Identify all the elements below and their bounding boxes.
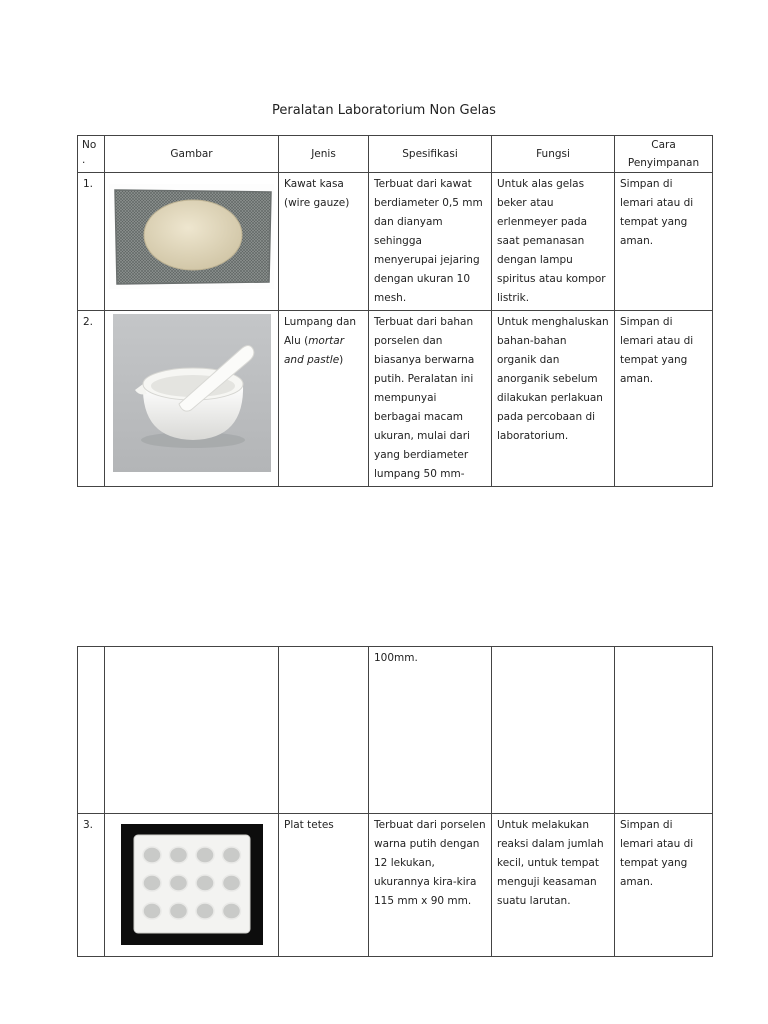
header-fungsi: Fungsi (492, 136, 615, 173)
spot-plate-well (170, 903, 188, 919)
fungsi-cell: Untuk alas gelas beker atau erlenmeyer pada saat pemanasan dengan lampu spiritus atau kompor listrik. (492, 173, 615, 311)
row-number: 3. (78, 814, 105, 957)
spesifikasi-cell: Terbuat dari porselen warna putih dengan 12 lekukan, ukurannya kira-kira 115 mm x 90 mm. (369, 814, 492, 957)
spot-plate-well (170, 847, 188, 863)
lab-equipment-table-continued (77, 646, 713, 957)
table-row (78, 647, 713, 814)
image-cell (105, 814, 279, 957)
table-row (78, 311, 713, 487)
row-number: 1. (78, 173, 105, 311)
mortar-pestle-photo (113, 314, 271, 472)
spot-plate-well (223, 847, 241, 863)
jenis-text-end: ) (339, 354, 344, 366)
jenis-text: Lumpang dan Alu ( (284, 316, 357, 347)
header-cara-penyimpanan (615, 136, 713, 173)
spot-plate-well (223, 875, 241, 891)
spesifikasi-cell: 100mm. (369, 647, 492, 814)
lab-equipment-table (77, 135, 713, 487)
spesifikasi-cell: Terbuat dari bahan porselen dan biasanya berwarna putih. Peralatan ini mempunyai berbagai macam ukuran, mulai dari yang berdiameter lumpang 50 mm- (369, 311, 492, 487)
spot-plate-well (196, 847, 214, 863)
spot-plate-well (143, 847, 161, 863)
header-jenis: Jenis (279, 136, 369, 173)
penyimpanan-cell (615, 647, 713, 814)
image-cell (105, 647, 279, 814)
penyimpanan-cell: Simpan di lemari atau di tempat yang aman. (615, 814, 713, 957)
spot-plate-well (223, 903, 241, 919)
jenis-italic-text: mortar and pastle (284, 335, 345, 366)
page-title: Peralatan Laboratorium Non Gelas (272, 103, 496, 118)
table-header-row (78, 136, 713, 173)
jenis-cell: Kawat kasa (wire gauze) (279, 173, 369, 311)
table-row (78, 814, 713, 957)
spesifikasi-cell: Terbuat dari kawat berdiameter 0,5 mm dan dianyam sehingga menyerupai jejaring dengan ukuran 10 mesh. (369, 173, 492, 311)
spot-plate-well (143, 875, 161, 891)
spot-plate-well (196, 875, 214, 891)
header-no-dot: . (82, 154, 86, 166)
jenis-cell: Plat tetes (279, 814, 369, 957)
fungsi-cell: Untuk melakukan reaksi dalam jumlah kecil, untuk tempat menguji keasaman suatu larutan. (492, 814, 615, 957)
spot-plate-photo (121, 824, 263, 945)
jenis-cell (279, 647, 369, 814)
spot-plate-well (196, 903, 214, 919)
header-gambar: Gambar (105, 136, 279, 173)
fungsi-cell (492, 647, 615, 814)
header-cara-label: Cara (651, 139, 676, 151)
penyimpanan-cell: Simpan di lemari atau di tempat yang aman. (615, 311, 713, 487)
table-row (78, 173, 713, 311)
header-penyimpanan-label: Penyimpanan (627, 157, 700, 169)
image-cell (105, 173, 279, 311)
wire-gauze-photo (109, 184, 274, 289)
header-no (78, 136, 105, 173)
fungsi-cell: Untuk menghaluskan bahan-bahan organik dan anorganik sebelum dilakukan perlakuan pada percobaan di laboratorium. (492, 311, 615, 487)
header-no-label: No (82, 139, 97, 151)
spot-plate-well (170, 875, 188, 891)
penyimpanan-cell: Simpan di lemari atau di tempat yang aman. (615, 173, 713, 311)
row-number (78, 647, 105, 814)
row-number: 2. (78, 311, 105, 487)
image-cell (105, 311, 279, 487)
spot-plate-well (143, 903, 161, 919)
jenis-cell (279, 311, 369, 487)
header-spesifikasi: Spesifikasi (369, 136, 492, 173)
